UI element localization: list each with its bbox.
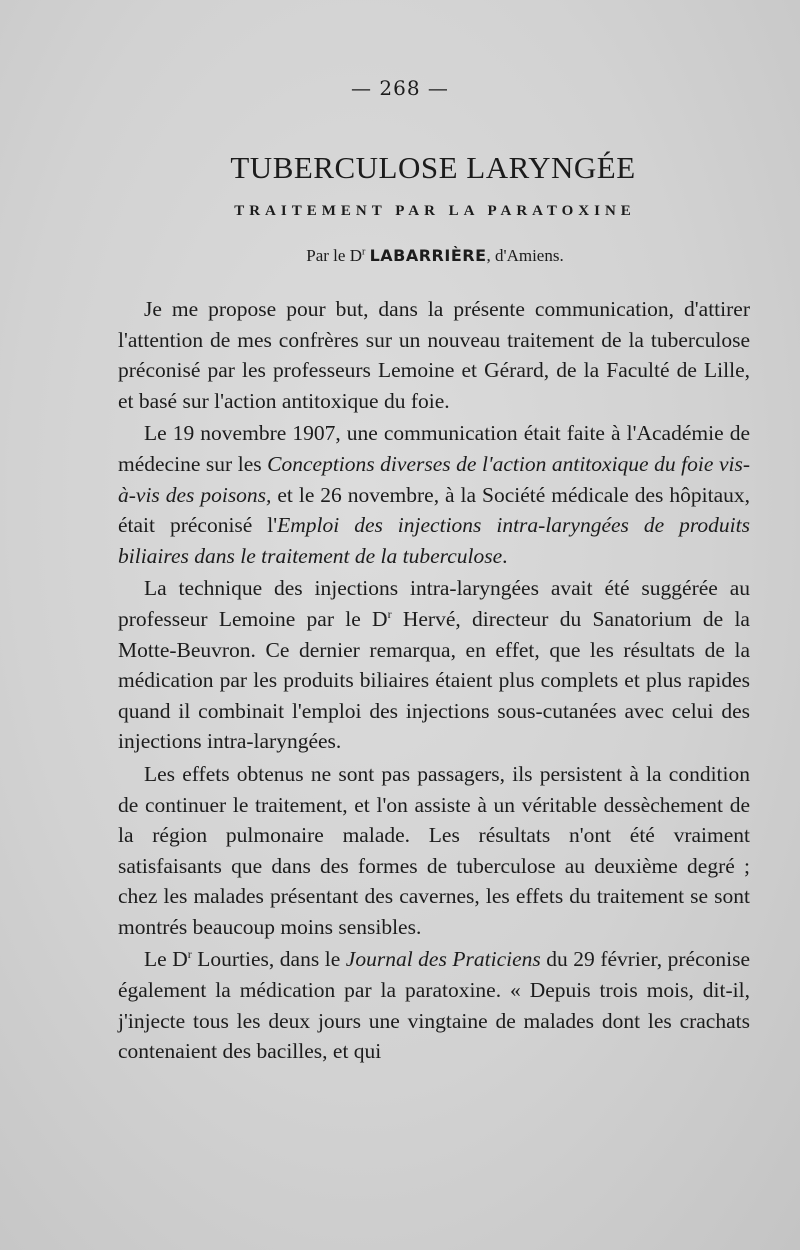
paragraph-2-text-c: et le 26 novembre, à la Société médicale des hôpitaux, était préconisé l' [118, 482, 750, 538]
byline-prefix-sup: r [361, 246, 366, 258]
paragraph-5-sup: r [187, 947, 192, 962]
paragraph-3-text-a: La technique des injections intra-laryngées avait été suggérée au professeur Lemoine par le D [118, 576, 750, 631]
paragraph-3-sup: r [387, 606, 392, 621]
paragraph-2 [118, 418, 750, 571]
paragraph-4: Les effets obtenus ne sont pas passagers, ils persistent à la condition de continuer le traitement, et l'on assiste à un véritable dessèchement de la région pulmonaire malade. Les résultats n'ont été vraiment satisfaisants que dans des formes de tuberculose au deuxième degré ; chez les malades présentant des cavernes, les effets du traitement se sont montrés beaucoup moins sensibles. [118, 761, 750, 939]
byline-prefix: Par le D [306, 246, 362, 265]
paragraph-2-italic-d: Emploi des injections intra-laryngées de produits biliaires dans le traitement de la tuberculose [118, 513, 750, 568]
byline-author: LABARRIÈRE [369, 246, 487, 265]
paragraph-5-italic-c: Journal des Praticiens [345, 947, 541, 972]
article-subtitle: TRAITEMENT PAR LA PARATOXINE [234, 203, 636, 219]
paragraph-5-text-d: du 29 février, préconise également la médication par la paratoxine. « Depuis trois mois, dit-il, j'injecte tous les deux jours une vingtaine de malades dont les crachats contenaient des bacilles, et qui [118, 947, 751, 1064]
article-body [118, 294, 750, 1069]
paragraph-5-text-a: Le D [144, 947, 188, 972]
byline-suffix: , d'Amiens. [486, 246, 564, 265]
paragraph-1: Je me propose pour but, dans la présente communication, d'attirer l'attention de mes confrères sur un nouveau traitement de la tuberculose préconisé par les professeurs Lemoine et Gérard, de la Faculté de Lille, et basé sur l'action antitoxique du foie. [118, 297, 750, 413]
paragraph-5-text-b: Lourties, dans le [191, 947, 346, 972]
paragraph-3-text-b: Hervé, directeur du Sanatorium de la Motte-Beuvron. Ce dernier remarqua, en effet, que les résultats de la médication par les produits biliaires étaient plus complets et plus rapides quand il combinait l'emploi des injections sous-cutanées avec celui des injections intra-laryngées. [118, 606, 750, 754]
paragraph-2-text-a: Le 19 novembre 1907, une communication était faite à l'Académie de médecine sur les [118, 421, 750, 476]
byline [0, 246, 800, 266]
paragraph-2-italic-b: Conceptions diverses de l'action antitoxique du foie vis-à-vis des poisons, [118, 451, 750, 507]
paragraph-2-text-e: . [502, 543, 508, 568]
paragraph-3 [118, 573, 750, 757]
page-number: — 268 — [351, 76, 449, 100]
paragraph-5 [118, 944, 750, 1066]
article-title: TUBERCULOSE LARYNGÉE [230, 150, 636, 185]
